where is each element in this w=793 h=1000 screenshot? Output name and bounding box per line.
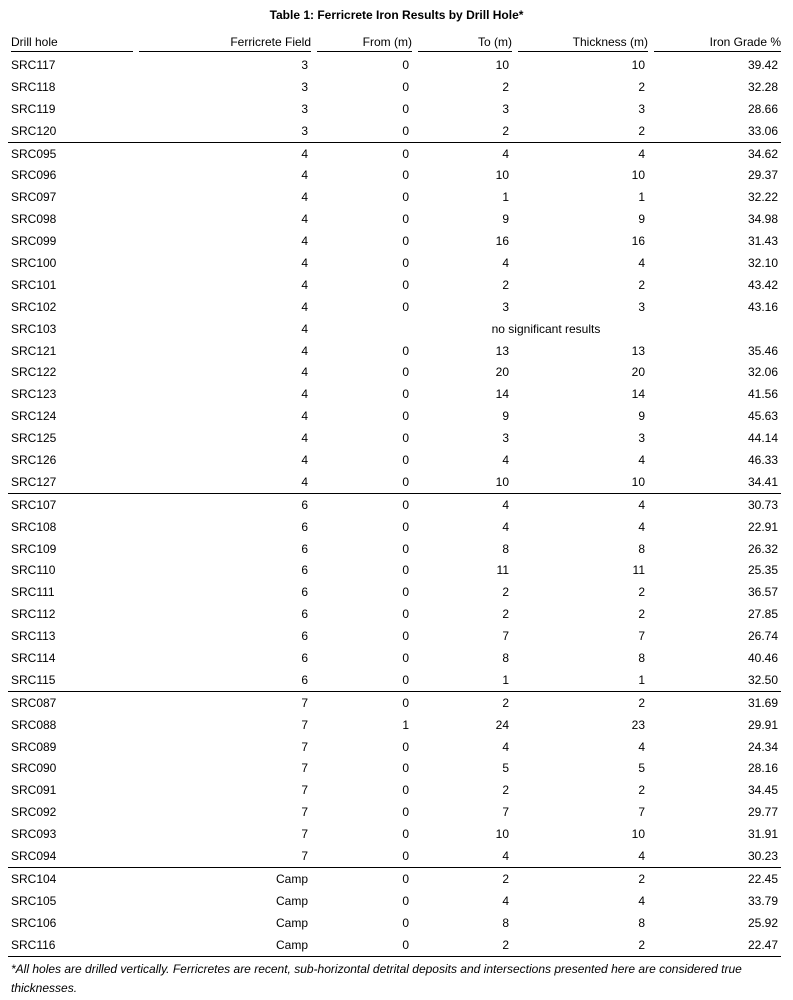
cell-iron-grade: 34.62 <box>648 142 781 164</box>
cell-thickness: 2 <box>638 277 645 292</box>
cell-ferricrete-field: Camp <box>275 893 308 908</box>
cell-ferricrete-field: 4 <box>301 474 308 489</box>
cell-drill-hole: SRC094 <box>11 849 57 863</box>
table-row <box>8 559 781 581</box>
table-row <box>8 274 781 296</box>
cell-ferricrete-field: 4 <box>301 212 308 227</box>
cell-thickness: 3 <box>638 431 645 446</box>
cell-to: 3 <box>502 299 509 314</box>
header-row <box>8 31 781 54</box>
cell-thickness: 4 <box>638 739 645 754</box>
cell-to: 4 <box>502 452 509 467</box>
table-row <box>8 934 781 956</box>
cell-from: 0 <box>402 212 409 227</box>
cell-iron-grade: 34.41 <box>747 474 778 489</box>
cell-from: 0 <box>402 893 409 908</box>
cell-ferricrete-field: 4 <box>301 234 308 249</box>
cell-to: 5 <box>502 761 509 776</box>
cell-drill-hole: SRC090 <box>11 761 57 776</box>
cell-from: 0 <box>402 849 409 863</box>
column-header-thickness: Thickness (m) <box>512 31 648 54</box>
cell-iron-grade: 26.32 <box>747 541 778 556</box>
cell-thickness: 4 <box>512 493 648 515</box>
cell-drill-hole: SRC095 <box>8 142 139 164</box>
cell-to: 4 <box>502 893 509 908</box>
table-row <box>8 361 781 383</box>
cell-from: 0 <box>402 563 409 578</box>
cell-drill-hole: SRC123 <box>11 387 57 402</box>
table-row <box>8 471 781 493</box>
cell-iron-grade: 34.98 <box>747 212 778 227</box>
cell-ferricrete-field: Camp <box>139 867 311 889</box>
cell-iron-grade: 31.91 <box>747 827 778 842</box>
table-row <box>8 98 781 120</box>
cell-thickness: 2 <box>512 867 648 889</box>
cell-iron-grade: 35.46 <box>747 343 778 358</box>
cell-to: 4 <box>502 739 509 754</box>
cell-drill-hole: SRC122 <box>11 365 57 380</box>
cell-drill-hole: SRC117 <box>11 57 56 72</box>
cell-to: 8 <box>502 650 509 665</box>
cell-drill-hole: SRC099 <box>11 234 57 249</box>
cell-to: 1 <box>502 190 509 205</box>
cell-from: 0 <box>402 452 409 467</box>
cell-iron-grade: 29.77 <box>747 805 778 820</box>
cell-thickness: 4 <box>512 142 648 164</box>
cell-to: 24 <box>495 717 509 732</box>
cell-iron-grade: 41.56 <box>747 387 778 402</box>
cell-iron-grade: 31.69 <box>648 691 781 713</box>
cell-ferricrete-field: 4 <box>301 409 308 424</box>
cell-thickness: 3 <box>638 299 645 314</box>
table-row <box>8 625 781 647</box>
cell-iron-grade: 34.45 <box>747 783 778 798</box>
cell-ferricrete-field: 7 <box>301 739 308 754</box>
cell-thickness: 1 <box>638 672 645 687</box>
cell-thickness: 4 <box>638 255 645 270</box>
cell-from: 0 <box>402 827 409 842</box>
cell-thickness: 10 <box>631 474 645 489</box>
cell-iron-grade: 31.43 <box>747 234 778 249</box>
cell-to: 3 <box>502 431 509 446</box>
cell-drill-hole: SRC103 <box>11 321 57 336</box>
cell-iron-grade: 25.92 <box>747 915 778 930</box>
table-row <box>8 801 781 823</box>
table-row <box>8 186 781 208</box>
cell-from: 0 <box>402 79 409 94</box>
table-row <box>8 54 781 76</box>
cell-ferricrete-field: 4 <box>301 168 308 183</box>
cell-from: 0 <box>402 585 409 600</box>
cell-iron-grade: 32.50 <box>747 672 778 687</box>
cell-ferricrete-field: 7 <box>301 849 308 863</box>
cell-ferricrete-field: 4 <box>139 142 311 164</box>
cell-thickness: 10 <box>631 827 645 842</box>
table-row <box>8 691 781 713</box>
cell-iron-grade: 33.79 <box>747 893 778 908</box>
table-row <box>8 120 781 142</box>
cell-thickness: 9 <box>638 409 645 424</box>
table-row <box>8 867 781 889</box>
cell-iron-grade: 39.42 <box>747 57 778 72</box>
cell-drill-hole: SRC118 <box>11 79 56 94</box>
cell-drill-hole: SRC127 <box>11 474 57 489</box>
cell-ferricrete-field: 4 <box>301 387 308 402</box>
cell-to: 20 <box>495 365 509 380</box>
table-row <box>8 383 781 405</box>
cell-to: 2 <box>412 867 512 889</box>
cell-thickness: 16 <box>631 234 645 249</box>
cell-ferricrete-field: 3 <box>301 79 308 94</box>
cell-to: 3 <box>502 101 509 116</box>
cell-to: 2 <box>502 783 509 798</box>
cell-thickness: 4 <box>638 519 645 534</box>
cell-thickness: 7 <box>638 629 645 644</box>
cell-from: 0 <box>402 409 409 424</box>
cell-ferricrete-field: 4 <box>301 431 308 446</box>
cell-drill-hole: SRC113 <box>11 629 56 644</box>
cell-iron-grade: 43.16 <box>747 299 778 314</box>
cell-drill-hole: SRC108 <box>11 519 57 534</box>
table-row <box>8 823 781 845</box>
cell-iron-grade: 43.42 <box>747 277 778 292</box>
cell-from: 0 <box>402 739 409 754</box>
cell-iron-grade: 28.66 <box>747 101 778 116</box>
cell-ferricrete-field: 6 <box>301 672 308 687</box>
cell-from: 0 <box>402 607 409 622</box>
cell-iron-grade: 22.47 <box>648 934 781 956</box>
cell-iron-grade: 29.91 <box>747 717 778 732</box>
cell-iron-grade: 26.74 <box>747 629 778 644</box>
cell-ferricrete-field: 4 <box>301 277 308 292</box>
cell-ferricrete-field: 7 <box>301 717 308 732</box>
cell-drill-hole: SRC098 <box>11 212 57 227</box>
table-row <box>8 296 781 318</box>
cell-drill-hole: SRC124 <box>11 409 57 424</box>
table-row <box>8 493 781 515</box>
cell-from: 0 <box>311 867 412 889</box>
cell-from: 0 <box>402 541 409 556</box>
cell-to: 4 <box>412 142 512 164</box>
cell-from: 0 <box>402 761 409 776</box>
table-row <box>8 252 781 274</box>
cell-drill-hole: SRC087 <box>8 691 139 713</box>
table-row <box>8 208 781 230</box>
cell-ferricrete-field: 3 <box>301 57 308 72</box>
cell-iron-grade: 25.35 <box>747 563 778 578</box>
cell-iron-grade: 32.28 <box>747 79 778 94</box>
cell-to: 2 <box>502 123 509 138</box>
cell-iron-grade: 44.14 <box>747 431 778 446</box>
cell-from: 0 <box>402 365 409 380</box>
cell-thickness: 4 <box>638 849 645 863</box>
cell-drill-hole: SRC111 <box>11 585 55 600</box>
cell-thickness: 2 <box>638 783 645 798</box>
cell-from: 0 <box>402 387 409 402</box>
cell-iron-grade: 46.33 <box>747 452 778 467</box>
cell-from: 0 <box>402 672 409 687</box>
table-row <box>8 405 781 427</box>
cell-to: 2 <box>412 934 512 956</box>
table-row <box>8 164 781 186</box>
cell-drill-hole: SRC114 <box>11 650 56 665</box>
cell-from: 0 <box>311 493 412 515</box>
cell-ferricrete-field: 6 <box>301 541 308 556</box>
cell-from: 0 <box>402 123 409 138</box>
cell-ferricrete-field: 4 <box>301 255 308 270</box>
cell-iron-grade: 24.34 <box>747 739 778 754</box>
cell-thickness: 2 <box>638 79 645 94</box>
cell-to: 9 <box>502 212 509 227</box>
cell-to: 8 <box>502 541 509 556</box>
cell-iron-grade: 32.10 <box>747 255 778 270</box>
table-row <box>8 142 781 164</box>
cell-thickness: 4 <box>638 452 645 467</box>
table-row <box>8 230 781 252</box>
cell-drill-hole: SRC110 <box>11 563 56 578</box>
cell-note: no significant results <box>491 321 601 336</box>
cell-to: 10 <box>495 168 509 183</box>
cell-to: 4 <box>502 255 509 270</box>
cell-to: 1 <box>502 672 509 687</box>
cell-iron-grade: 40.46 <box>747 650 778 665</box>
cell-drill-hole: SRC112 <box>11 607 56 622</box>
cell-thickness: 13 <box>631 343 645 358</box>
column-header-drill-hole: Drill hole <box>8 31 139 54</box>
cell-to: 7 <box>502 629 509 644</box>
cell-to: 11 <box>496 563 509 578</box>
cell-ferricrete-field: Camp <box>139 934 311 956</box>
column-header-from: From (m) <box>311 31 412 54</box>
cell-ferricrete-field: 3 <box>301 123 308 138</box>
table-row <box>8 736 781 758</box>
cell-drill-hole: SRC104 <box>8 867 139 889</box>
cell-ferricrete-field: 6 <box>301 563 308 578</box>
table-row <box>8 714 781 736</box>
cell-thickness: 4 <box>638 893 645 908</box>
cell-thickness: 5 <box>638 761 645 776</box>
cell-drill-hole: SRC092 <box>11 805 57 820</box>
cell-iron-grade: 22.45 <box>648 867 781 889</box>
cell-thickness: 11 <box>632 563 645 578</box>
cell-drill-hole: SRC115 <box>11 672 56 687</box>
cell-thickness: 20 <box>631 365 645 380</box>
table-row <box>8 669 781 691</box>
table-row <box>8 340 781 362</box>
footnote: *All holes are drilled vertically. Ferricretes are recent, sub-horizontal detrital deposits and intersections presented here are considered true thicknesses. <box>11 962 742 995</box>
cell-from: 0 <box>402 783 409 798</box>
table-row <box>8 449 781 471</box>
cell-thickness: 1 <box>638 190 645 205</box>
table-row <box>8 779 781 801</box>
cell-ferricrete-field: 6 <box>301 585 308 600</box>
cell-thickness: 3 <box>638 101 645 116</box>
cell-from: 0 <box>402 431 409 446</box>
cell-drill-hole: SRC097 <box>11 190 57 205</box>
cell-to: 10 <box>495 474 509 489</box>
cell-from: 0 <box>402 101 409 116</box>
cell-iron-grade: 32.06 <box>747 365 778 380</box>
cell-iron-grade: 27.85 <box>747 607 778 622</box>
cell-ferricrete-field: 4 <box>301 299 308 314</box>
cell-to: 4 <box>412 493 512 515</box>
cell-from: 0 <box>402 255 409 270</box>
cell-thickness: 23 <box>631 717 645 732</box>
cell-drill-hole: SRC116 <box>8 934 139 956</box>
table-row <box>8 912 781 934</box>
cell-from: 0 <box>402 629 409 644</box>
cell-thickness: 9 <box>638 212 645 227</box>
cell-iron-grade: 32.22 <box>747 190 778 205</box>
cell-drill-hole: SRC100 <box>11 255 57 270</box>
cell-to: 14 <box>495 387 509 402</box>
cell-from: 0 <box>402 915 409 930</box>
cell-iron-grade: 45.63 <box>747 409 778 424</box>
cell-to: 9 <box>502 409 509 424</box>
cell-to: 4 <box>502 519 509 534</box>
cell-from: 0 <box>311 142 412 164</box>
cell-to: 16 <box>495 234 509 249</box>
table-row <box>8 603 781 625</box>
cell-to: 13 <box>495 343 509 358</box>
cell-ferricrete-field: 6 <box>301 519 308 534</box>
cell-from: 0 <box>402 190 409 205</box>
cell-from: 0 <box>402 519 409 534</box>
cell-to: 8 <box>502 915 509 930</box>
cell-drill-hole: SRC089 <box>11 739 57 754</box>
cell-ferricrete-field: 4 <box>301 343 308 358</box>
cell-ferricrete-field: 6 <box>301 629 308 644</box>
cell-ferricrete-field: 3 <box>301 101 308 116</box>
cell-drill-hole: SRC119 <box>11 101 56 116</box>
cell-iron-grade: 33.06 <box>747 123 778 138</box>
cell-thickness: 2 <box>512 691 648 713</box>
cell-drill-hole: SRC102 <box>11 299 57 314</box>
table-row <box>8 890 781 912</box>
cell-ferricrete-field: Camp <box>275 915 308 930</box>
table-row <box>8 647 781 669</box>
cell-from: 0 <box>402 57 409 72</box>
cell-ferricrete-field: 4 <box>301 452 308 467</box>
cell-thickness: 2 <box>638 607 645 622</box>
column-header-iron-grade: Iron Grade % <box>648 31 781 54</box>
cell-to: 7 <box>502 805 509 820</box>
cell-thickness: 10 <box>631 168 645 183</box>
cell-iron-grade: 30.73 <box>648 493 781 515</box>
cell-to: 2 <box>502 585 509 600</box>
cell-drill-hole: SRC101 <box>11 277 57 292</box>
cell-from: 0 <box>402 805 409 820</box>
table-title: Table 1: Ferricrete Iron Results by Drill Hole* <box>269 8 524 22</box>
cell-iron-grade: 36.57 <box>747 585 778 600</box>
cell-thickness: 10 <box>631 57 645 72</box>
table-row <box>8 76 781 98</box>
cell-iron-grade: 30.23 <box>747 849 778 863</box>
cell-to: 2 <box>502 607 509 622</box>
cell-ferricrete-field: 7 <box>301 827 308 842</box>
table-row <box>8 581 781 603</box>
results-table <box>8 31 781 957</box>
cell-iron-grade: 28.16 <box>747 761 778 776</box>
cell-thickness: 7 <box>638 805 645 820</box>
cell-drill-hole: SRC109 <box>11 541 57 556</box>
cell-to: 4 <box>502 849 509 863</box>
cell-drill-hole: SRC105 <box>11 893 57 908</box>
cell-drill-hole: SRC107 <box>8 493 139 515</box>
cell-from: 0 <box>402 299 409 314</box>
cell-ferricrete-field: 4 <box>301 321 308 336</box>
column-header-ferricrete-field: Ferricrete Field <box>139 31 311 54</box>
cell-thickness: 2 <box>638 585 645 600</box>
cell-thickness: 2 <box>512 934 648 956</box>
cell-drill-hole: SRC091 <box>11 783 57 798</box>
cell-drill-hole: SRC106 <box>11 915 57 930</box>
cell-drill-hole: SRC093 <box>11 827 57 842</box>
cell-thickness: 2 <box>638 123 645 138</box>
cell-ferricrete-field: 4 <box>301 190 308 205</box>
cell-from: 0 <box>402 234 409 249</box>
cell-ferricrete-field: 6 <box>139 493 311 515</box>
cell-iron-grade: 22.91 <box>747 519 778 534</box>
table-row <box>8 538 781 560</box>
cell-drill-hole: SRC120 <box>11 123 57 138</box>
cell-drill-hole: SRC125 <box>11 431 57 446</box>
cell-from: 1 <box>402 717 409 732</box>
cell-thickness: 8 <box>638 541 645 556</box>
table-row <box>8 427 781 449</box>
cell-ferricrete-field: 7 <box>301 805 308 820</box>
cell-to: 2 <box>412 691 512 713</box>
cell-drill-hole: SRC096 <box>11 168 57 183</box>
cell-from: 0 <box>311 934 412 956</box>
cell-ferricrete-field: 7 <box>301 761 308 776</box>
cell-from: 0 <box>311 691 412 713</box>
cell-ferricrete-field: 6 <box>301 607 308 622</box>
cell-ferricrete-field: 4 <box>301 365 308 380</box>
column-header-to: To (m) <box>412 31 512 54</box>
cell-thickness: 8 <box>638 650 645 665</box>
cell-from: 0 <box>402 650 409 665</box>
table-row <box>8 845 781 867</box>
cell-drill-hole: SRC088 <box>11 717 57 732</box>
cell-ferricrete-field: 7 <box>139 691 311 713</box>
cell-from: 0 <box>402 343 409 358</box>
table-row <box>8 516 781 538</box>
cell-from: 0 <box>402 168 409 183</box>
cell-to: 10 <box>495 57 509 72</box>
cell-from: 0 <box>402 474 409 489</box>
table-row <box>8 758 781 780</box>
table-body <box>8 54 781 956</box>
cell-thickness: 8 <box>638 915 645 930</box>
cell-to: 10 <box>495 827 509 842</box>
cell-to: 2 <box>502 79 509 94</box>
cell-ferricrete-field: 7 <box>301 783 308 798</box>
cell-iron-grade: 29.37 <box>747 168 778 183</box>
cell-ferricrete-field: 6 <box>301 650 308 665</box>
table-row <box>8 318 781 340</box>
cell-thickness: 14 <box>631 387 645 402</box>
cell-drill-hole: SRC121 <box>11 343 57 358</box>
cell-drill-hole: SRC126 <box>11 452 57 467</box>
cell-from: 0 <box>402 277 409 292</box>
cell-to: 2 <box>502 277 509 292</box>
